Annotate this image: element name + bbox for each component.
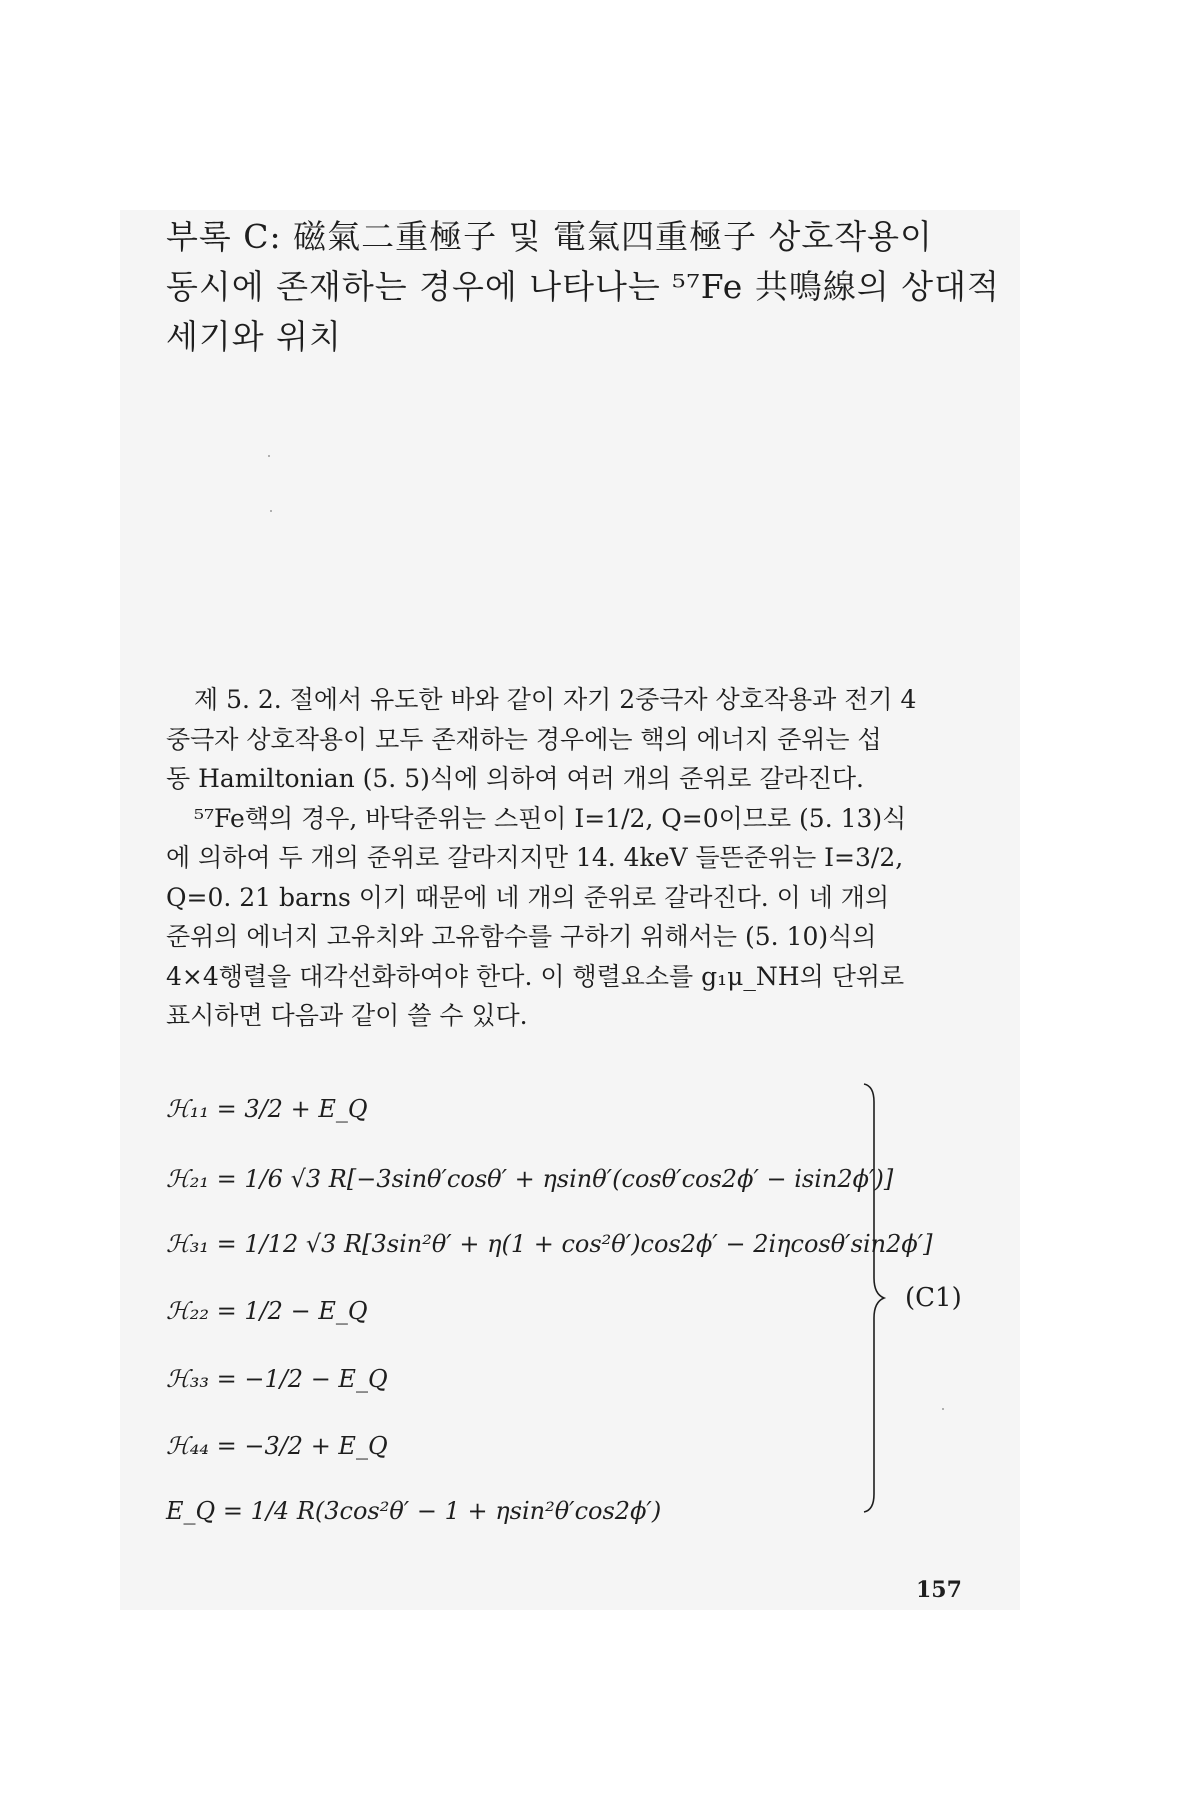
body-paragraphs (166, 680, 986, 1036)
equation-h33: ℋ₃₃ = −1/2 − E_Q (166, 1365, 388, 1393)
body-line: 에 의하여 두 개의 준위로 갈라지지만 14. 4keV 들뜬준위는 I=3/2, (166, 843, 904, 872)
body-line: 표시하면 다음과 같이 쓸 수 있다. (166, 1001, 528, 1030)
body-line: 준위의 에너지 고유치와 고유함수를 구하기 위해서는 (5. 10)식의 (166, 922, 877, 951)
body-line: Q=0. 21 barns 이기 때문에 네 개의 준위로 갈라진다. 이 네 개의 (166, 882, 890, 912)
equation-eq: E_Q = 1/4 R(3cos²θ′ − 1 + ηsin²θ′cos2ϕ′) (166, 1497, 662, 1525)
appendix-title (166, 212, 1000, 362)
equation-h11: ℋ₁₁ = 3/2 + E_Q (166, 1095, 368, 1123)
equation-number: (C1) (905, 1283, 962, 1313)
equation-h44: ℋ₄₄ = −3/2 + E_Q (166, 1432, 388, 1460)
title-line-1: 부록 C: 磁氣二重極子 및 電氣四重極子 상호작용이 (166, 217, 933, 256)
scan-speck (270, 510, 272, 512)
title-line-3: 세기와 위치 (166, 317, 342, 356)
title-line-2: 동시에 존재하는 경우에 나타나는 ⁵⁷Fe 共鳴線의 상대적 (166, 267, 1000, 306)
equation-h21: ℋ₂₁ = 1/6 √3 R[−3sinθ′cosθ′ + ηsinθ′(cosθ′cos2ϕ′ − isin2ϕ′)] (166, 1165, 894, 1193)
right-brace (860, 1082, 890, 1514)
body-line: 동 Hamiltonian (5. 5)식에 의하여 여러 개의 준위로 갈라진다. (166, 764, 864, 793)
scan-speck (268, 455, 270, 457)
page-number: 157 (916, 1577, 962, 1603)
body-line: 제 5. 2. 절에서 유도한 바와 같이 자기 2중극자 상호작용과 전기 4 (194, 685, 917, 714)
body-line: ⁵⁷Fe핵의 경우, 바닥준위는 스핀이 I=1/2, Q=0이므로 (5. 13)식 (194, 803, 907, 833)
equation-h22: ℋ₂₂ = 1/2 − E_Q (166, 1297, 368, 1325)
equation-h31: ℋ₃₁ = 1/12 √3 R[3sin²θ′ + η(1 + cos²θ′)cos2ϕ′ − 2iηcosθ′sin2ϕ′] (166, 1230, 933, 1258)
scan-speck (942, 1408, 944, 1410)
body-line: 4×4행렬을 대각선화하여야 한다. 이 행렬요소를 g₁μ_NH의 단위로 (166, 961, 905, 991)
body-line: 중극자 상호작용이 모두 존재하는 경우에는 핵의 에너지 준위는 섭 (166, 724, 882, 754)
